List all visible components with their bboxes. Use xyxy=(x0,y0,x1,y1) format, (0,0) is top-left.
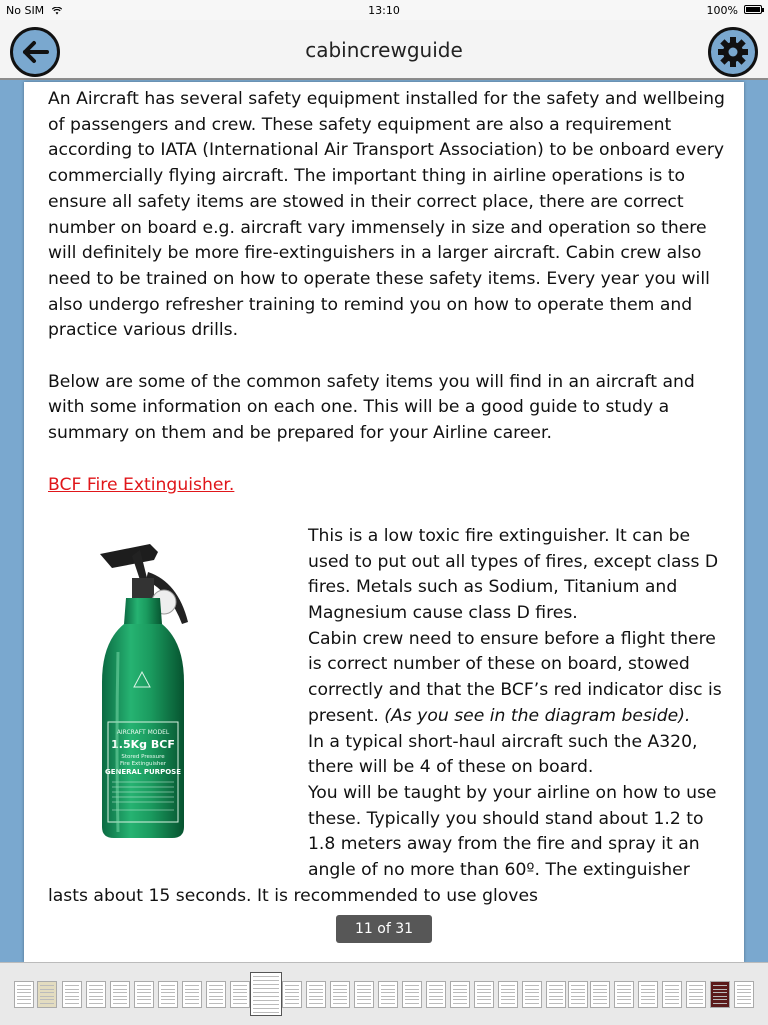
status-time: 13:10 xyxy=(368,4,400,17)
page-thumbnail[interactable] xyxy=(522,981,542,1008)
nav-title: cabincrewguide xyxy=(305,38,463,62)
page-thumbnail[interactable] xyxy=(450,981,470,1008)
page-thumbnail[interactable] xyxy=(402,981,422,1008)
page-thumbnail[interactable] xyxy=(662,981,682,1008)
document-page[interactable] xyxy=(24,82,744,962)
page-thumbnail[interactable] xyxy=(638,981,658,1008)
gear-icon xyxy=(711,30,755,74)
page-thumbnail[interactable] xyxy=(306,981,326,1008)
page-content xyxy=(48,87,728,909)
status-bar xyxy=(0,0,768,20)
nav-bar xyxy=(0,20,768,80)
page-indicator: 11 of 31 xyxy=(336,915,432,943)
bcf-text-1: This is a low toxic fire extinguisher. It can be used to put out all types of fires, except class D fires. Metals such as Sodium, Titanium and Magnesium cause class D fires. xyxy=(308,525,719,624)
page-thumbnail[interactable] xyxy=(734,981,754,1008)
page-thumbnail[interactable] xyxy=(110,981,130,1008)
summary-paragraph: Below are some of the common safety items you will find in an aircraft and with some information on each one. This will be a good guide to study a summary on them and be prepared for your Airline career. xyxy=(48,371,695,444)
label-line-2: 1.5Kg BCF xyxy=(111,737,175,751)
fire-extinguisher-image xyxy=(88,542,218,842)
battery-icon xyxy=(744,5,762,14)
battery-percent: 100% xyxy=(706,4,738,17)
page-thumbnail[interactable] xyxy=(590,981,610,1008)
carrier-label: No SIM xyxy=(6,4,62,17)
settings-button[interactable] xyxy=(708,27,758,77)
page-thumbnail[interactable] xyxy=(614,981,634,1008)
page-thumbnail[interactable] xyxy=(37,981,57,1008)
page-thumbnail[interactable] xyxy=(230,981,250,1008)
page-thumbnail[interactable] xyxy=(546,981,566,1008)
page-thumbnail[interactable] xyxy=(86,981,106,1008)
bcf-text-4: You will be taught by your airline on how to use these. Typically you should stand about 1.2 to 1.8 meters away from the fire and spray it an angle of no more than 60º. The extinguisher lasts about 15 seconds. It is recommended to use gloves xyxy=(48,782,717,906)
page-thumbnail[interactable] xyxy=(206,981,226,1008)
bcf-text-3: In a typical short-haul aircraft such the A320, there will be 4 of these on board. xyxy=(308,731,698,778)
page-thumbnail[interactable] xyxy=(426,981,446,1008)
page-thumbnail[interactable] xyxy=(330,981,350,1008)
label-line-3: Stored Pressure xyxy=(121,753,165,760)
page-thumbnail[interactable] xyxy=(158,981,178,1008)
page-thumbnail[interactable] xyxy=(474,981,494,1008)
page-thumbnail[interactable] xyxy=(134,981,154,1008)
label-line-1: AIRCRAFT MODEL xyxy=(116,728,170,736)
page-thumbnail[interactable] xyxy=(282,981,302,1008)
page-thumbnail[interactable] xyxy=(354,981,374,1008)
intro-paragraph: An Aircraft has several safety equipment installed for the safety and wellbeing of passengers and crew. These safety equipment are also a requirement according to IATA (International Air Transport Association) to be onboard every commercially flying aircraft. The important thing in airline operations is to ensure all safety items are stowed in their correct place, there are correct number on board e.g. aircraft vary immensely in size and operation so there will definitely be more fire-extinguishers in a larger aircraft. Cabin crew also need to be trained on how to operate these safety items. Every year you will also undergo refresher training to remind you on how to operate them and practice various drills. xyxy=(48,89,725,341)
page-thumbnail[interactable] xyxy=(14,981,34,1008)
bcf-text-2: Cabin crew need to ensure before a flight there is correct number of these on board, stowed correctly and that the BCF’s red indicator disc is present. (As you see in the diagram beside). xyxy=(308,628,722,726)
page-thumbnail[interactable] xyxy=(568,981,588,1008)
page-thumbnail[interactable] xyxy=(62,981,82,1008)
section-heading: BCF Fire Extinguisher. xyxy=(48,474,235,495)
page-thumbnail[interactable] xyxy=(498,981,518,1008)
label-line-5: GENERAL PURPOSE xyxy=(105,767,181,776)
page-thumbnail-strip[interactable] xyxy=(0,962,768,1025)
page-thumbnail[interactable] xyxy=(686,981,706,1008)
page-thumbnail[interactable] xyxy=(378,981,398,1008)
page-thumbnail[interactable] xyxy=(710,981,730,1008)
extinguisher-figure xyxy=(48,524,308,874)
page-thumbnail[interactable] xyxy=(250,972,282,1016)
page-thumbnail[interactable] xyxy=(182,981,202,1008)
label-line-4: Fire Extinguisher xyxy=(120,760,166,767)
